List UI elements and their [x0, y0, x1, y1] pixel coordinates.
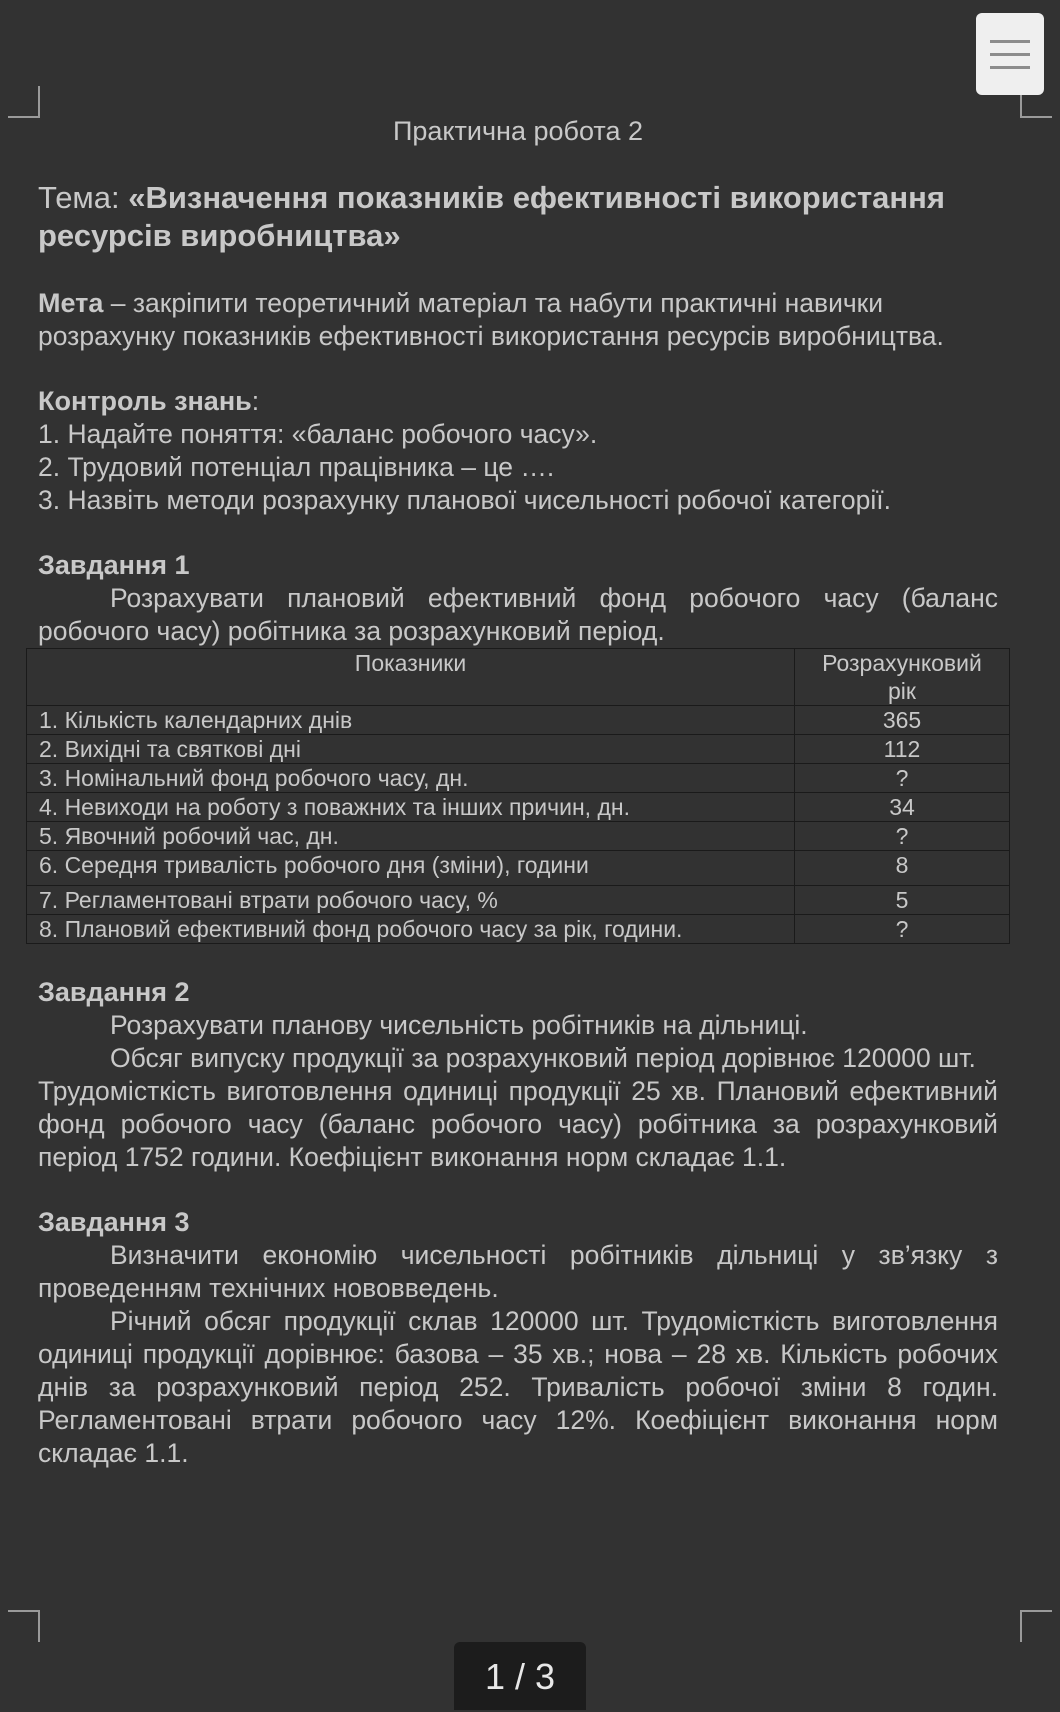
control-question: 3. Назвіть методи розрахунку планової чисельності робочої категорії.: [38, 485, 891, 515]
table-cell: 2. Вихідні та святкові дні: [27, 735, 795, 764]
table-cell: 4. Невиходи на роботу з поважних та інших причин, дн.: [27, 793, 795, 822]
goal: [38, 287, 998, 353]
task-2-paragraph: Трудомісткість виготовлення одиниці продукції 25 хв. Плановий ефективний фонд робочого часу (баланс робочого часу) робітника за розрахунковий період 1752 години. Коефіцієнт виконання норм складає 1.1.: [38, 1076, 998, 1172]
hamburger-menu-icon[interactable]: [976, 13, 1044, 95]
table-cell: 6. Середня тривалість робочого дня (зміни), години: [27, 851, 795, 886]
knowledge-control: Контроль знань: 1. Надайте поняття: «баланс робочого часу». 2. Трудовий потенціал працівника – це …. 3. Назвіть методи розрахунку планової чисельності робочої категорії.: [38, 385, 998, 517]
table-cell: 5. Явочний робочий час, дн.: [27, 822, 795, 851]
crop-mark-top-left: [8, 86, 40, 118]
task-1-table: [26, 648, 1010, 944]
table-cell: 5: [795, 886, 1010, 915]
table-cell: 7. Регламентовані втрати робочого часу, %: [27, 886, 795, 915]
task-1-heading: Завдання 1: [38, 550, 190, 580]
control-question: 2. Трудовий потенціал працівника – це ….: [38, 452, 555, 482]
table-cell: ?: [795, 764, 1010, 793]
goal-text: – закріпити теоретичний матеріал та набути практичні навички розрахунку показників ефективності використання ресурсів виробництва.: [38, 288, 944, 351]
table-cell: 1. Кількість календарних днів: [27, 706, 795, 735]
table-cell: 8: [795, 851, 1010, 886]
table-header-year: Розрахунковий рік: [795, 649, 1010, 706]
table-row: [27, 706, 1010, 735]
topic-text: «Визначення показників ефективності використання ресурсів виробництва»: [38, 180, 945, 253]
document-page: [38, 112, 998, 1470]
table-cell: ?: [795, 915, 1010, 944]
crop-mark-bottom-right: [1020, 1610, 1052, 1642]
table-header-row: [27, 649, 1010, 706]
topic: [38, 179, 998, 255]
page-counter: 1 / 3: [454, 1642, 586, 1710]
goal-label: Мета: [38, 288, 104, 318]
table-header-indicators: Показники: [27, 649, 795, 706]
topic-label: Тема:: [38, 180, 120, 215]
table-cell: 8. Плановий ефективний фонд робочого часу за рік, години.: [27, 915, 795, 944]
table-cell: 34: [795, 793, 1010, 822]
table-row: [27, 793, 1010, 822]
control-question: 1. Надайте поняття: «баланс робочого часу».: [38, 419, 598, 449]
task-2: [38, 976, 998, 1174]
table-row: [27, 851, 1010, 886]
task-3-paragraph: Річний обсяг продукції склав 120000 шт. Трудомісткість виготовлення одиниці продукції дорівнює: базова – 35 хв.; нова – 28 хв. Кількість робочих днів за розрахунковий період 252. Тривалість робочої зміни 8 годин. Регламентовані втрати робочого часу 12%. Коефіцієнт виконання норм складає 1.1.: [38, 1306, 998, 1468]
task-1: [38, 549, 998, 648]
table-cell: ?: [795, 822, 1010, 851]
table-cell: 112: [795, 735, 1010, 764]
table-row: [27, 764, 1010, 793]
table-row: [27, 735, 1010, 764]
task-2-heading: Завдання 2: [38, 977, 190, 1007]
table-cell: 365: [795, 706, 1010, 735]
task-3-paragraph: Визначити економію чисельності робітників дільниці у зв’язку з проведенням технічних нововведень.: [38, 1240, 998, 1303]
task-3: [38, 1206, 998, 1470]
control-label: Контроль знань: [38, 386, 252, 416]
task-2-paragraph: Розрахувати планову чисельність робітників на дільниці.: [110, 1010, 808, 1040]
table-row: [27, 915, 1010, 944]
table-cell: 3. Номінальний фонд робочого часу, дн.: [27, 764, 795, 793]
page-title: Практична робота 2: [392, 116, 643, 146]
crop-mark-bottom-left: [8, 1610, 40, 1642]
task-2-paragraph: Обсяг випуску продукції за розрахунковий період дорівнює 120000 шт.: [110, 1043, 976, 1073]
task-3-heading: Завдання 3: [38, 1207, 190, 1237]
table-row: [27, 886, 1010, 915]
task-1-text: Розрахувати плановий ефективний фонд робочого часу (баланс робочого часу) робітника за розрахунковий період.: [38, 583, 998, 646]
table-row: [27, 822, 1010, 851]
